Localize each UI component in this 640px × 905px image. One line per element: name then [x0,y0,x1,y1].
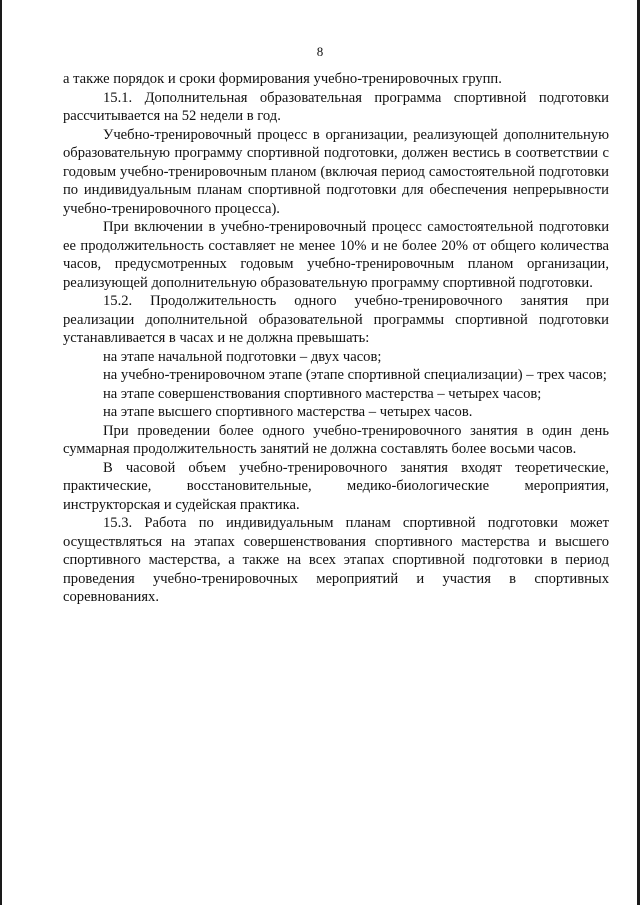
list-item-initial-stage: на этапе начальной подготовки – двух часов; [103,348,382,365]
paragraph-15-3: 15.3. Работа по индивидуальным планам спортивной подготовки может осуществляться на этапах совершенствования спортивного мастерства и высшего спортивного мастерства, а также на всех этапах спортивной подготовки в период проведения учебно-тренировочных мероприятий и участия в спортивных соревнованиях. [63,515,609,605]
paragraph-training-process: Учебно-тренировочный процесс в организации, реализующей дополнительную образовательную программу спортивной подготовки, должен вестись в соответствии с годовым учебно-тренировочным планом (включая период самостоятельной подготовки по индивидуальным планам спортивной подготовки для обеспечения непрерывности учебно-тренировочного процесса). [63,126,609,217]
list-item-improvement-stage: на этапе совершенствования спортивного мастерства – четырех часов; [103,385,542,402]
paragraph-hourly-volume: В часовой объем учебно-тренировочного занятия входят теоретические, практические, восстановительные, медико-биологические мероприятия, инструкторская и судейская практика. [63,459,609,513]
list-item-training-stage: на учебно-тренировочном этапе (этапе спортивной специализации) – трех часов; [103,367,607,383]
paragraph-daily-limit: При проведении более одного учебно-тренировочного занятия в один день суммарная продолжительность занятий не должна составлять более восьми часов. [63,422,609,457]
page-number: 8 [316,44,324,59]
paragraph-self-training: При включении в учебно-тренировочный процесс самостоятельной подготовки ее продолжительность составляет не менее 10% и не более 20% от общего количества часов, предусмотренных годовым учебно-тренировочным планом организации, реализующей дополнительную образовательную программу спортивной подготовки. [63,219,609,291]
document-body [63,70,609,607]
paragraph-15-1: 15.1. Дополнительная образовательная программа спортивной подготовки рассчитывается на 52 недели в год. [63,89,609,124]
list-item-higher-mastery-stage: на этапе высшего спортивного мастерства – четырех часов. [103,404,473,420]
paragraph-continuation: а также порядок и сроки формирования учебно-тренировочных групп. [63,71,502,87]
paragraph-15-2: 15.2. Продолжительность одного учебно-тренировочного занятия при реализации дополнительной образовательной программы спортивной подготовки устанавливается в часах и не должна превышать: [63,293,609,346]
scan-edge-left [0,0,2,905]
